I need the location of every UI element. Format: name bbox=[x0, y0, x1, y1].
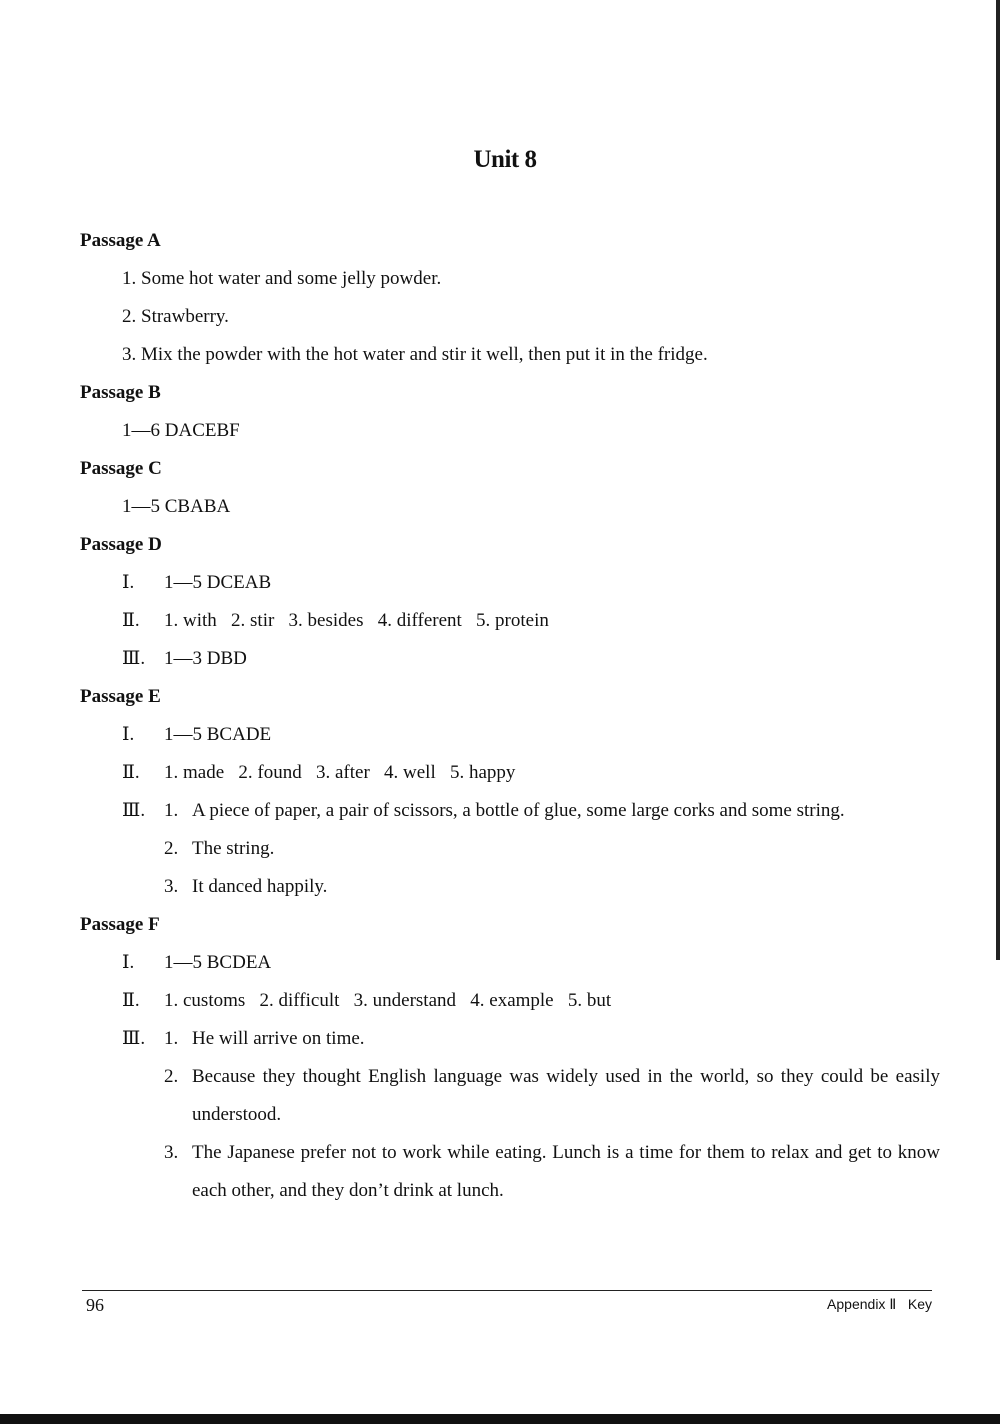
passage-e-part-3-answer-3: 3. It danced happily. bbox=[164, 876, 328, 897]
footer-divider bbox=[82, 1290, 932, 1291]
passage-b-answer: 1—6 DACEBF bbox=[122, 420, 240, 441]
passage-a-answer-2: 2. Strawberry. bbox=[122, 306, 229, 327]
passage-f-part-3-answer-1: 1. He will arrive on time. bbox=[164, 1028, 365, 1049]
passage-d-part-2: Ⅱ. 1. with 2. stir 3. besides 4. different 5. protein bbox=[122, 610, 549, 631]
passage-f-part-2: Ⅱ. 1. customs 2. difficult 3. understand 4. example 5. but bbox=[122, 990, 612, 1011]
passage-f-part-3-answer-3: 3. The Japanese prefer not to work while eating. Lunch is a time for them to relax and get to know each other, and they don’t drink at lunch. bbox=[164, 1142, 940, 1201]
passage-f-heading: Passage F bbox=[80, 914, 160, 935]
passage-b-heading: Passage B bbox=[80, 382, 161, 403]
passage-e-part-1: Ⅰ. 1—5 BCADE bbox=[122, 724, 272, 745]
passage-a-answer-1: 1. Some hot water and some jelly powder. bbox=[122, 268, 442, 289]
passage-e-part-3: Ⅲ. 1. A piece of paper, a pair of scissors, a bottle of glue, some large corks and some string. 2. The string. 3. It danced happily. bbox=[80, 792, 940, 906]
passage-e-part-3-answer-2: 2. The string. bbox=[164, 838, 275, 859]
passage-d-part-1: Ⅰ. 1—5 DCEAB bbox=[122, 572, 272, 593]
passage-a-answer-3: 3. Mix the powder with the hot water and stir it well, then put it in the fridge. bbox=[122, 344, 708, 365]
passage-e-part-3-answer-1: 1. A piece of paper, a pair of scissors, a bottle of glue, some large corks and some string. bbox=[164, 800, 845, 821]
scan-edge-shadow bbox=[996, 0, 1000, 960]
page-number: 96 bbox=[86, 1295, 104, 1315]
passage-a-heading: Passage A bbox=[80, 230, 161, 251]
passage-f-part-1: Ⅰ. 1—5 BCDEA bbox=[122, 952, 272, 973]
answer-key-content bbox=[80, 222, 940, 1210]
passage-c-answer: 1—5 CBABA bbox=[122, 496, 231, 517]
scan-bottom-edge bbox=[0, 1414, 1000, 1424]
page-title: Unit 8 bbox=[473, 146, 537, 173]
passage-c-heading: Passage C bbox=[80, 458, 162, 479]
passage-e-part-2: Ⅱ. 1. made 2. found 3. after 4. well 5. happy bbox=[122, 762, 516, 783]
passage-d-heading: Passage D bbox=[80, 534, 162, 555]
passage-f-part-3: Ⅲ. 1. He will arrive on time. 2. Because they thought English language was widely used in the world, so they could be easily understood. 3. The Japanese prefer not to work while eating. Lunch is a time for them to relax and get to know each other, and they don’t drink at lunch. bbox=[80, 1020, 940, 1210]
passage-f-part-3-answer-2: 2. Because they thought English language was widely used in the world, so they could be easily understood. bbox=[164, 1066, 940, 1125]
passage-d-part-3: Ⅲ. 1—3 DBD bbox=[122, 648, 247, 669]
running-footer: Appendix Ⅱ Key bbox=[827, 1296, 932, 1312]
passage-e-heading: Passage E bbox=[80, 686, 161, 707]
